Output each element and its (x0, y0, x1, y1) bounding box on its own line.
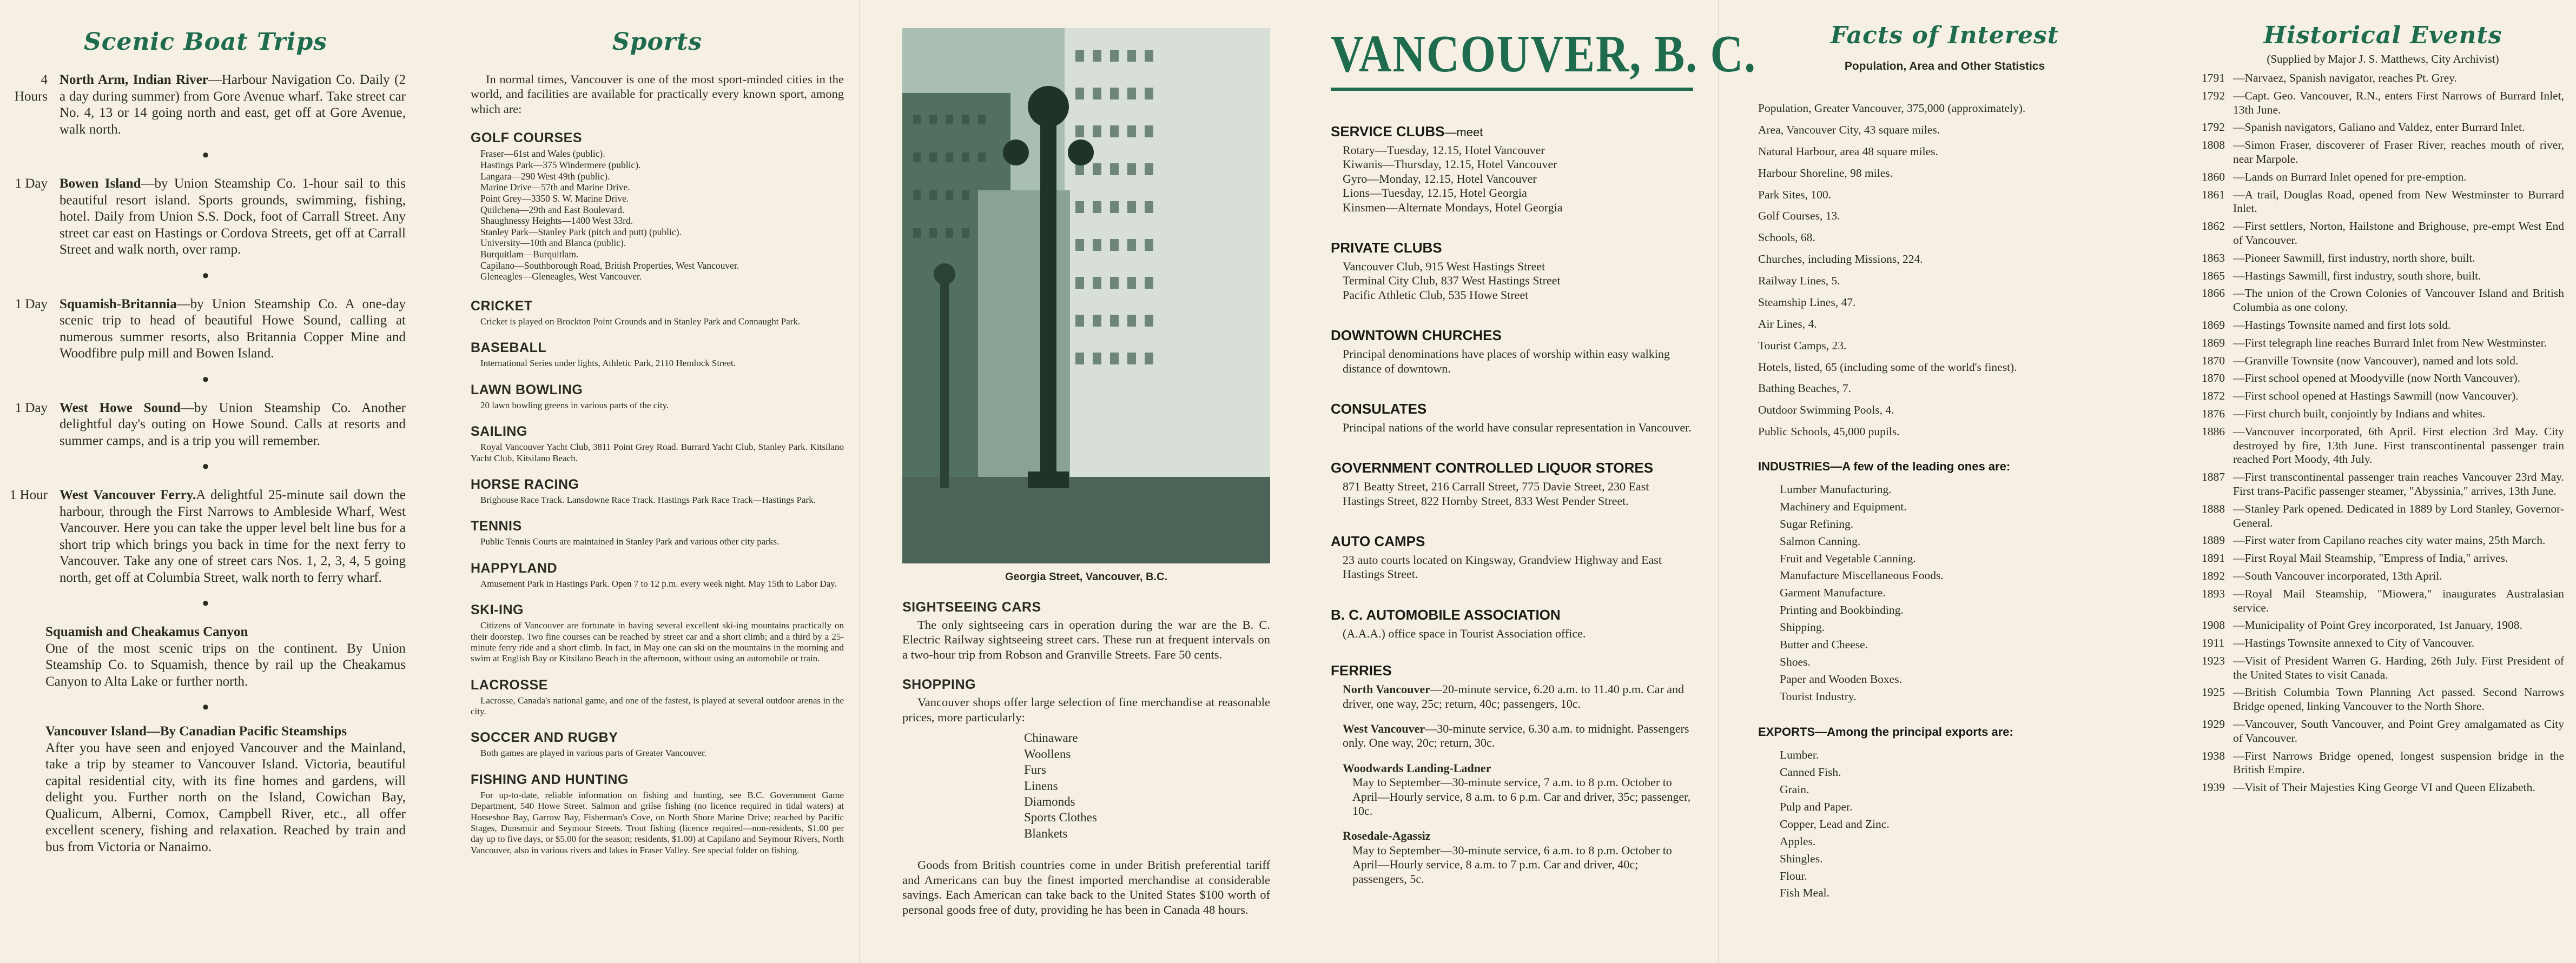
event-year: 1863 (2202, 251, 2225, 264)
event-year: 1862 (2202, 220, 2225, 233)
sport-description: Cricket is played on Brockton Point Grounds and in Stanley Park and Connaught Park. (480, 316, 801, 327)
event-text: —Spanish navigators, Galiano and Valdez, enter Burrard Inlet. (2233, 121, 2525, 134)
bullet-dot: ● (202, 268, 209, 282)
export-item: Shingles. (1780, 852, 1823, 865)
trip-duration: 4 Hours (14, 72, 48, 104)
fact-item: Steamship Lines, 47. (1758, 295, 1856, 309)
sport-description: Royal Vancouver Yacht Club, 3811 Point Grey Road. Burrard Yacht Club, Stanley Park. Kitsilano Yacht Club, Kitsilano Beach. (471, 442, 844, 463)
ferry-route: Rosedale-Agassiz (1343, 829, 1431, 843)
event-year: 1911 (2202, 636, 2225, 650)
sport-heading: HORSE RACING (471, 476, 579, 492)
export-item: Canned Fish. (1780, 766, 1841, 779)
sport-description: Lacrosse, Canada's national game, and one of the fastest, is played at several outdoor arenas in the city. (471, 695, 844, 717)
liquor-text: 871 Beatty Street, 216 Carrall Street, 775 Davie Street, 230 East Hastings Street, 822 Hornby Street, 833 West Pender Street. (1343, 480, 1649, 508)
sports-intro: In normal times, Vancouver is one of the most sport-minded cities in the world, and facilities are available for practically every known sport, among which are: (471, 72, 844, 116)
private-list (1331, 260, 1693, 302)
sport-description: Both games are played in various parts of Greater Vancouver. (480, 748, 706, 759)
trip-details: —Harbour Navigation Co. Daily (2 a day during summer) from Gore Avenue wharf. Take street car No. 4, 13 or 14 going north and east, get off at Gore Avenue, walk north. (60, 72, 406, 137)
photo-caption: Georgia Street, Vancouver, B.C. (1005, 571, 1168, 583)
fact-item: Churches, including Missions, 224. (1758, 253, 1923, 266)
history-event (2202, 686, 2564, 714)
export-item: Pulp and Paper. (1780, 800, 1853, 813)
event-text: —Vancouver incorporated, 6th April. First election 3rd May. City destroyed by fire, 13th June. First transcontinental passenger train reached Port Moody, 4th July. (2233, 424, 2564, 466)
ferry-schedule: May to September—30-minute service, 7 a.m. to 8 p.m. October to April—Hourly service, 8 a.m. to 6 p.m. Car and driver, 35c; passenger, 10c. (1352, 775, 1691, 818)
trip-details: —by Union Steamship Co. A one-day scenic trip to head of beautiful Howe Sound, calling at numerous summer resorts, also Britannia Copper Mine and Woodfibre pulp mill and Bowen Island. (60, 296, 406, 361)
trip-details: —by Union Steamship Co. 1-hour sail to this beautiful resort island. Sports grounds, swimming, fishing, hotel. Daily from Union S.S. Dock, foot of Carrall Street. Any street car east on Hastings or Cordova Streets, get off at Carrall Street and walk north, over ramp. (60, 176, 406, 257)
sport-description: Amusement Park in Hastings Park. Open 7 to 12 p.m. every week night. May 15th to Labor Day. (480, 578, 837, 589)
history-event (2202, 389, 2564, 403)
consulates-text: Principal nations of the world have consular representation in Vancouver. (1343, 420, 1692, 434)
fact-item: Natural Harbour, area 48 square miles. (1758, 144, 1938, 158)
event-text: —South Vancouver incorporated, 13th April. (2233, 569, 2442, 582)
sport-sections (471, 298, 844, 856)
fact-item: Tourist Camps, 23. (1758, 338, 1847, 352)
event-text: —Stanley Park opened. Dedicated in 1889 by Lord Stanley, Governor-General. (2233, 502, 2564, 529)
event-text: —First school opened at Moodyville (now North Vancouver). (2233, 371, 2521, 385)
shopping-item: Linens (1024, 779, 1058, 793)
industries-list (1758, 482, 2131, 703)
export-item: Grain. (1780, 783, 1809, 796)
trip-details: —by Union Steamship Co. Another delightful day's outing on Howe Sound. Calls at resorts and summer camps, and is a trip you will remember. (60, 400, 406, 448)
event-year: 1923 (2202, 654, 2225, 667)
industry-item: Paper and Wooden Boxes. (1780, 672, 1902, 686)
event-year: 1938 (2202, 749, 2225, 762)
golf-course-item: Langara—290 West 49th (public). (480, 170, 610, 182)
history-list (2202, 71, 2564, 795)
list-item: Gyro—Monday, 12.15, Hotel Vancouver (1343, 171, 1537, 185)
island-block (45, 723, 406, 855)
fact-item: Outdoor Swimming Pools, 4. (1758, 403, 1894, 417)
ferry-schedule: —20-minute service, 6.20 a.m. to 11.40 p.m. Car and driver, one way, 25c; return, 40c; passengers, 10c. (1343, 682, 1684, 710)
shopping-item: Chinaware (1024, 731, 1078, 745)
sport-description: For up-to-date, reliable information on fishing and hunting, see B.C. Government Game Department, 540 Howe Street. Salmon and grilse fishing (no licence required in tidal waters) at Horseshoe Bay, Garrow Bay, Fisherman's Cove, on North Shore Marine Drive; reached by Pacific Stages, Dunsmuir and Seymour Streets. Trout fishing (licence required—non-residents, $1.00 per day up to five days, or $5.00 for the season; residents, $1.00) at Capilano and Seymour Rivers, North Vancouver, also in various rivers and lakes in Fraser Valley. See special folder on fishing. (471, 789, 844, 855)
industry-item: Machinery and Equipment. (1780, 500, 1907, 513)
shopping-heading: SHOPPING (902, 677, 976, 693)
golf-course-item: Fraser—61st and Wales (public). (480, 148, 605, 160)
ferry-route: Woodwards Landing-Ladner (1343, 761, 1491, 775)
export-item: Flour. (1780, 869, 1807, 882)
ferry-item (1331, 761, 1693, 819)
history-event (2202, 636, 2564, 650)
fact-item: Air Lines, 4. (1758, 317, 1817, 330)
event-year: 1808 (2202, 138, 2225, 152)
bullet-dot: ● (202, 371, 209, 386)
list-item: Lions—Tuesday, 12.15, Hotel Georgia (1343, 186, 1527, 200)
event-year: 1876 (2202, 407, 2225, 420)
history-event (2202, 170, 2564, 184)
service-list (1331, 143, 1693, 215)
industry-item: Salmon Canning. (1780, 534, 1861, 548)
history-event (2202, 552, 2564, 566)
consulates-heading: CONSULATES (1331, 400, 1427, 417)
trip-description (60, 487, 406, 586)
facts-panel (1758, 0, 2137, 963)
golf-course-item: Capilano—Southborough Road, British Properties, West Vancouver. (480, 260, 739, 271)
trip-description (60, 400, 406, 450)
auto-camps-text: 23 auto courts located on Kingsway, Grandview Highway and East Hastings Street. (1343, 553, 1662, 581)
event-year: 1908 (2202, 619, 2225, 632)
history-event (2202, 188, 2564, 216)
event-text: —First transcontinental passenger train reaches Vancouver 23rd May. First trans-Pacific passenger steamer, "Abyssinia," arrives, 13th June. (2233, 470, 2564, 497)
event-text: —First church built, conjointly by Indians and whites. (2233, 407, 2486, 420)
sport-heading: TENNIS (471, 519, 522, 534)
history-subtitle: (Supplied by Major J. S. Matthews, City Archivist) (2267, 52, 2499, 65)
fold-line (1718, 0, 1719, 963)
golf-course-item: Quilchena—29th and East Boulevard. (480, 204, 625, 215)
fact-item: Hotels, listed, 65 (including some of the world's finest). (1758, 360, 2017, 374)
event-year: 1886 (2202, 424, 2225, 438)
event-text: —Visit of Their Majesties King George VI and Queen Elizabeth. (2233, 781, 2535, 794)
fact-item: Railway Lines, 5. (1758, 274, 1840, 287)
event-year: 1866 (2202, 287, 2225, 300)
history-event (2202, 569, 2564, 583)
event-year: 1892 (2202, 569, 2225, 582)
island-heading: Vancouver Island—By Canadian Pacific Steamships (45, 724, 347, 739)
list-item: Kinsmen—Alternate Mondays, Hotel Georgia (1343, 200, 1563, 214)
fact-item: Bathing Beaches, 7. (1758, 382, 1851, 395)
export-item: Lumber. (1780, 748, 1819, 762)
trip-name: Squamish-Britannia (60, 296, 177, 311)
history-event (2202, 534, 2564, 548)
sport-heading: SOCCER AND RUGBY (471, 730, 618, 746)
export-item: Copper, Lead and Zinc. (1780, 817, 1890, 831)
trip-name: Bowen Island (60, 176, 141, 191)
event-year: 1791 (2202, 71, 2225, 84)
history-panel (2180, 0, 2570, 963)
history-event (2202, 89, 2564, 117)
history-event (2202, 718, 2564, 746)
history-title: Historical Events (2263, 22, 2502, 49)
list-item: Rotary—Tuesday, 12.15, Hotel Vancouver (1343, 143, 1545, 157)
sports-panel (444, 0, 855, 963)
history-event (2202, 619, 2564, 633)
title-rule (1331, 88, 1693, 91)
event-year: 1870 (2202, 371, 2225, 385)
scenic-entry (5, 296, 406, 362)
canyon-heading: Squamish and Cheakamus Canyon (45, 625, 248, 639)
event-text: —Narvaez, Spanish navigator, reaches Pt. Grey. (2233, 71, 2457, 84)
fact-item: Schools, 68. (1758, 231, 1815, 244)
shopping-item: Diamonds (1024, 794, 1075, 808)
churches-heading: DOWNTOWN CHURCHES (1331, 327, 1502, 344)
history-event (2202, 220, 2564, 248)
industry-item: Sugar Refining. (1780, 517, 1854, 530)
sightseeing-heading: SIGHTSEEING CARS (902, 600, 1041, 615)
event-year: 1792 (2202, 89, 2225, 102)
facts-title: Facts of Interest (1830, 22, 2059, 49)
event-text: —British Columbia Town Planning Act passed. Second Narrows Bridge opened, linking Vancouver to the North Shore. (2233, 686, 2564, 713)
history-event (2202, 318, 2564, 333)
sport-description: 20 lawn bowling greens in various parts of the city. (480, 400, 669, 410)
event-year: 1929 (2202, 718, 2225, 731)
history-event (2202, 121, 2564, 135)
ferry-schedule: —30-minute service, 6.30 a.m. to midnight. Passengers only. One way, 20c; return, 30c. (1343, 722, 1689, 750)
facts-list (1758, 101, 2131, 439)
event-text: —First Narrows Bridge opened, longest suspension bridge in the British Empire. (2233, 749, 2564, 776)
event-text: —Vancouver, South Vancouver, and Point Grey amalgamated as City of Vancouver. (2233, 718, 2564, 745)
event-text: —Lands on Burrard Inlet opened for pre-emption. (2233, 170, 2467, 183)
trip-duration: 1 Hour (9, 488, 48, 502)
export-item: Apples. (1780, 834, 1816, 848)
event-text: —First settlers, Norton, Hailstone and Brighouse, pre-empt West End of Vancouver. (2233, 220, 2564, 247)
event-text: —Royal Mail Steamship, "Miowera," inaugurates Australasian service. (2233, 587, 2564, 614)
trip-description (60, 72, 406, 138)
event-year: 1925 (2202, 686, 2225, 699)
ferry-item (1331, 829, 1693, 886)
churches-text: Principal denominations have places of worship within easy walking distance of downtown. (1343, 347, 1670, 375)
event-year: 1861 (2202, 188, 2225, 201)
canyon-block (45, 624, 406, 690)
fact-item: Park Sites, 100. (1758, 188, 1831, 201)
list-item: Terminal City Club, 837 West Hastings Street (1343, 274, 1561, 288)
event-text: —Granville Townsite (now Vancouver), named and lots sold. (2233, 354, 2519, 367)
event-text: —First water from Capilano reaches city water mains, 25th March. (2233, 534, 2546, 547)
trip-description (60, 176, 406, 258)
event-year: 1869 (2202, 336, 2225, 349)
sport-description: International Series under lights, Athletic Park, 2110 Hemlock Street. (480, 358, 736, 369)
ferry-item (1331, 682, 1693, 711)
history-event (2202, 71, 2564, 85)
private-heading: PRIVATE CLUBS (1331, 239, 1442, 256)
event-text: —First Royal Mail Steamship, "Empress of India," arrives. (2233, 552, 2508, 565)
automobile-assoc-text: (A.A.A.) office space in Tourist Association office. (1343, 626, 1586, 640)
history-event (2202, 749, 2564, 778)
history-event (2202, 654, 2564, 682)
sport-description: Public Tennis Courts are maintained in Stanley Park and various other city parks. (480, 536, 780, 547)
event-text: —Hastings Townsite named and first lots sold. (2233, 318, 2451, 331)
fact-item: Golf Courses, 13. (1758, 209, 1840, 223)
industries-heading: INDUSTRIES—A few of the leading ones are: (1758, 460, 2011, 473)
fact-item: Harbour Shoreline, 98 miles. (1758, 166, 1893, 180)
list-item: Pacific Athletic Club, 535 Howe Street (1343, 288, 1529, 302)
history-event (2202, 587, 2564, 615)
golf-course-item: University—10th and Blanca (public). (480, 237, 626, 249)
ferry-route: West Vancouver (1343, 722, 1425, 736)
trip-duration: 1 Day (15, 296, 48, 311)
event-year: 1893 (2202, 587, 2225, 600)
shopping-item: Blankets (1024, 826, 1068, 840)
industry-item: Shipping. (1780, 621, 1825, 634)
golf-course-item: Shaughnessy Heights—1400 West 33rd. (480, 215, 633, 227)
facts-subtitle: Population, Area and Other Statistics (1844, 60, 2045, 72)
liquor-heading: GOVERNMENT CONTROLLED LIQUOR STORES (1331, 460, 1654, 476)
shopping-text: Vancouver shops offer large selection of fine merchandise at reasonable prices, more particularly: (902, 695, 1270, 724)
event-text: —Hastings Townsite annexed to City of Vancouver. (2233, 636, 2475, 650)
canyon-text: One of the most scenic trips on the continent. By Union Steamship Co. to Squamish, thence by rail up the Cheakamus Canyon to Alta Lake or further north. (45, 641, 406, 689)
event-year: 1870 (2202, 354, 2225, 367)
event-text: —Capt. Geo. Vancouver, R.N., enters First Narrows of Burrard Inlet, 13th June. (2233, 89, 2564, 116)
event-year: 1860 (2202, 170, 2225, 183)
auto-camps-heading: AUTO CAMPS (1331, 533, 1425, 550)
trip-details: A delightful 25-minute sail down the harbour, through the First Narrows to Ambleside Wharf, West Vancouver. Here you can take the upper level belt line bus for a short trip which brings you back in time for the next ferry to Vancouver. Take any one of street cars Nos. 1, 2, 3, 4, 5 going north, get off at Columbia Street, walk north to ferry wharf. (60, 488, 406, 585)
history-event (2202, 336, 2564, 350)
event-text: —A trail, Douglas Road, opened from New Westminster to Burrard Inlet. (2233, 188, 2564, 215)
industry-item: Tourist Industry. (1780, 689, 1857, 703)
event-year: 1889 (2202, 534, 2225, 547)
industry-item: Manufacture Miscellaneous Foods. (1780, 569, 1944, 582)
fact-item: Population, Greater Vancouver, 375,000 (approximately). (1758, 102, 2026, 115)
ferries-list (1331, 682, 1693, 886)
event-year: 1888 (2202, 502, 2225, 515)
trip-duration: 1 Day (15, 400, 48, 415)
scenic-title: Scenic Boat Trips (83, 28, 328, 56)
ferries-heading: FERRIES (1331, 662, 1392, 679)
service-heading: SERVICE CLUBS—meet (1331, 123, 1483, 140)
scenic-entry (5, 176, 406, 258)
trip-name: West Vancouver Ferry. (60, 488, 196, 502)
golf-course-item: Gleneagles—Gleneagles, West Vancouver. (480, 271, 642, 282)
sport-description: Brighouse Race Track. Lansdowne Race Track. Hastings Park Race Track—Hastings Park. (480, 494, 816, 505)
shopping-item: Furs (1024, 763, 1046, 777)
scenic-entry (5, 487, 406, 586)
golf-course-item: Point Grey—3350 S. W. Marine Drive. (480, 192, 629, 204)
history-event (2202, 781, 2564, 795)
sport-heading: SKI-ING (471, 602, 524, 618)
history-event (2202, 407, 2564, 421)
automobile-assoc-heading: B. C. AUTOMOBILE ASSOCIATION (1331, 606, 1561, 623)
history-event (2202, 371, 2564, 386)
event-year: 1872 (2202, 389, 2225, 403)
event-text: —First telegraph line reaches Burrard Inlet from New Westminster. (2233, 336, 2547, 349)
sport-heading: LAWN BOWLING (471, 382, 583, 397)
event-year: 1891 (2202, 552, 2225, 565)
bullet-dot: ● (202, 596, 209, 609)
sport-heading: BASEBALL (471, 340, 547, 356)
center-panel (902, 0, 1281, 963)
ferry-item (1331, 722, 1693, 751)
golf-list (471, 148, 844, 282)
event-text: —Visit of President Warren G. Harding, 26th July. First President of the United States to visit Canada. (2233, 654, 2564, 681)
sport-description: Citizens of Vancouver are fortunate in having several excellent ski-ing mountains practically on their doorstep. Two fine courses can be reached by street car and a short climb; and a third by a 25-minute ferry ride and a short climb. In fact, in May one can ski on the mountains in the morning and swim at English Bay or Kitsilano Beach in the afternoon, without using an automobile or train. (471, 620, 844, 664)
history-event (2202, 138, 2564, 167)
event-year: 1869 (2202, 318, 2225, 331)
history-event (2202, 502, 2564, 530)
industry-item: Shoes. (1780, 655, 1811, 668)
trip-duration: 1 Day (15, 176, 48, 191)
fact-item: Area, Vancouver City, 43 square miles. (1758, 123, 1940, 136)
event-year: 1865 (2202, 269, 2225, 282)
bullet-dot: ● (202, 700, 209, 713)
goods-text: Goods from British countries come in under British preferential tariff and Americans can buy the finest imported merchandise at considerable savings. Each American can take back to the United States $100 worth of personal goods free of duty, providing he has been in Canada 48 hours. (902, 858, 1270, 916)
list-item: Kiwanis—Thursday, 12.15, Hotel Vancouver (1343, 157, 1557, 171)
bullet-dot: ● (202, 148, 209, 161)
vancouver-title: VANCOUVER, B. C. (1331, 25, 1756, 83)
industry-item: Fruit and Vegetable Canning. (1780, 552, 1916, 565)
street-scene-illustration (902, 28, 1270, 563)
fold-line (859, 0, 860, 963)
event-year: 1792 (2202, 121, 2225, 134)
list-item: Vancouver Club, 915 West Hastings Street (1343, 259, 1545, 273)
sightseeing-text: The only sightseeing cars in operation during the war are the B. C. Electric Railway sightseeing street cars. These run at frequent intervals on a two-hour trip from Robson and Granville Streets. Fare 50 cents. (902, 618, 1270, 661)
sport-heading: LACROSSE (471, 677, 548, 693)
event-year: 1939 (2202, 781, 2225, 794)
event-year: 1887 (2202, 470, 2225, 484)
golf-course-item: Marine Drive—57th and Marine Drive. (480, 182, 630, 193)
history-event (2202, 425, 2564, 467)
event-text: —Hastings Sawmill, first industry, south shore, built. (2233, 269, 2481, 282)
history-event (2202, 470, 2564, 499)
event-text: —Simon Fraser, discoverer of Fraser River, reaches mouth of river, near Marpole. (2233, 138, 2564, 165)
fact-item: Public Schools, 45,000 pupils. (1758, 425, 1900, 439)
scenic-panel (0, 0, 427, 963)
event-text: —Pioneer Sawmill, first industry, north shore, built. (2233, 251, 2475, 264)
vancouver-panel (1331, 0, 1756, 963)
exports-list (1758, 748, 2131, 900)
history-event (2202, 354, 2564, 368)
sport-heading: HAPPYLAND (471, 560, 558, 576)
ferry-route: North Vancouver (1343, 682, 1430, 696)
golf-course-item: Burquitlam—Burquitlam. (480, 249, 579, 260)
industry-item: Garment Manufacture. (1780, 586, 1886, 600)
golf-course-item: Stanley Park—Stanley Park (pitch and putt) (public). (480, 226, 682, 237)
event-text: —Municipality of Point Grey incorporated, 1st January, 1908. (2233, 619, 2522, 632)
sports-title: Sports (612, 28, 703, 56)
history-event (2202, 251, 2564, 265)
shopping-list (946, 730, 1270, 841)
history-event (2202, 287, 2564, 315)
scenic-entry (5, 400, 406, 450)
sport-heading: CRICKET (471, 298, 533, 314)
georgia-street-photo (902, 28, 1270, 563)
shopping-item: Sports Clothes (1024, 811, 1097, 825)
industry-item: Lumber Manufacturing. (1780, 483, 1892, 496)
bullet-dot: ● (202, 459, 209, 473)
scenic-entry (5, 72, 406, 138)
trip-description (60, 296, 406, 362)
event-text: —First school opened at Hastings Sawmill (now Vancouver). (2233, 389, 2519, 403)
ferry-schedule: May to September—30-minute service, 6 a.m. to 8 p.m. October to April—Hourly service, 8 a.m. to 7 p.m. Car and driver, 40c; passengers, 5c. (1352, 843, 1672, 886)
export-item: Fish Meal. (1780, 886, 1829, 900)
scenic-entries (5, 72, 406, 586)
event-text: —The union of the Crown Colonies of Vancouver Island and British Columbia as one colony. (2233, 287, 2564, 314)
industry-item: Printing and Bookbinding. (1780, 603, 1904, 617)
island-text: After you have seen and enjoyed Vancouver and the Mainland, take a trip by steamer to Vancouver Island. Victoria, beautiful capital residential city, with its fine homes and gardens, will delight you. Further north on the Island, Cowichan Bay, Qualicum, Alberni, Comox, Campbell River, etc., all offer excellent scenery, fishing and relaxation. Reached by train and bus from Victoria or Nanaimo. (45, 740, 406, 854)
golf-heading: GOLF COURSES (471, 130, 583, 146)
golf-course-item: Hastings Park—375 Windermere (public). (480, 159, 641, 170)
sport-heading: FISHING AND HUNTING (471, 772, 629, 787)
sport-heading: SAILING (471, 424, 527, 440)
trip-name: North Arm, Indian River (60, 72, 208, 87)
trip-name: West Howe Sound (60, 400, 181, 415)
history-event (2202, 269, 2564, 283)
exports-heading: EXPORTS—Among the principal exports are: (1758, 725, 2013, 739)
shopping-item: Woollens (1024, 747, 1071, 761)
industry-item: Butter and Cheese. (1780, 637, 1868, 651)
